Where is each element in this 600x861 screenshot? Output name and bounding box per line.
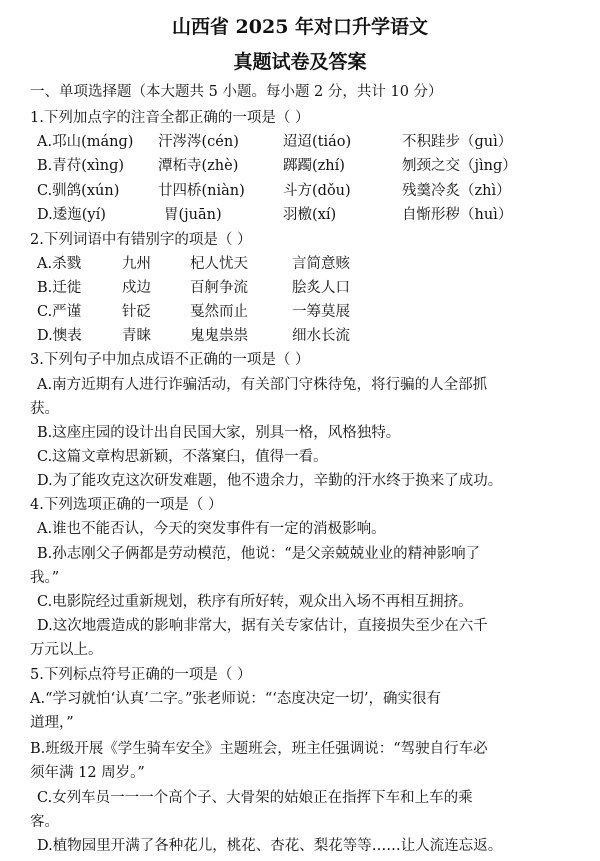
q5-option-a: A.“学习就怕‘认真’二字。”张老师说：“‘态度决定一切’，确实很有 bbox=[30, 691, 442, 707]
q5-option-a-cont: 道理，” bbox=[30, 715, 74, 731]
title-line-2: 真题试卷及答案 bbox=[233, 51, 367, 73]
q1-d-2: 胃(juān) bbox=[164, 207, 222, 223]
q2-c-4: 一筹莫展 bbox=[292, 304, 350, 320]
q4-option-c: C.电影院经过重新规划，秩序有所好转，观众出入场不再相互拥挤。 bbox=[37, 594, 473, 610]
q2-b-2: 戍边 bbox=[122, 280, 151, 296]
q2-a-2: 九州 bbox=[122, 256, 151, 272]
q2-a-4: 言简意赅 bbox=[292, 256, 350, 272]
q1-stem: 1.下列加点字的注音全都正确的一项是（ ） bbox=[30, 110, 310, 126]
q3-option-a: A.南方近期有人进行诈骗活动，有关部门守株待兔，将行骗的人全部抓 bbox=[37, 377, 488, 393]
q1-a-3: 迢迢(tiáo) bbox=[283, 134, 352, 150]
q2-b-4: 脍炙人口 bbox=[292, 280, 350, 296]
q1-c-3: 斗方(dǒu) bbox=[283, 183, 351, 199]
q5-option-d: D.植物园里开满了各种花儿，桃花、杏花、梨花等等……让人流连忘返。 bbox=[37, 838, 503, 854]
q1-b-3: 踯躅(zhí) bbox=[283, 158, 345, 174]
q3-option-c: C.这篇文章构思新颖，不落窠臼，值得一看。 bbox=[37, 449, 328, 465]
q2-stem: 2.下列词语中有错别字的项是（ ） bbox=[30, 232, 252, 248]
q4-stem: 4.下列选项正确的一项是（ ） bbox=[30, 497, 223, 513]
q1-b-1: B.青苻(xìnɡ) bbox=[37, 158, 125, 174]
q2-b-1: B.迁徙 bbox=[37, 280, 82, 296]
q1-d-4: 自惭形秽（huì） bbox=[402, 207, 513, 223]
q2-b-3: 百舸争流 bbox=[190, 280, 248, 296]
q2-d-2: 青睐 bbox=[122, 328, 151, 344]
q5-option-c: C.女列车员一一一个高个子、大骨架的姑娘正在指挥下车和上车的乘 bbox=[37, 790, 473, 806]
q2-c-3: 戛然而止 bbox=[190, 304, 248, 320]
q2-c-2: 针砭 bbox=[122, 304, 151, 320]
q2-d-4: 细水长流 bbox=[292, 328, 350, 344]
q2-c-1: C.严谨 bbox=[37, 304, 82, 320]
q4-option-d-cont: 万元以上。 bbox=[30, 642, 103, 658]
q1-a-1: A.邛山(mánɡ) bbox=[37, 134, 134, 150]
q1-a-4: 不积跬步（ɡuì） bbox=[402, 134, 513, 150]
q4-option-d: D.这次地震造成的影响非常大，据有关专家估计，直接损失至少在六千 bbox=[37, 618, 488, 634]
q1-a-2: 汗涔涔(cén) bbox=[158, 134, 239, 150]
q3-option-d: D.为了能攻克这次研发难题，他不遗余力，辛勤的汗水终于换来了成功。 bbox=[37, 473, 503, 489]
q2-d-3: 鬼鬼祟祟 bbox=[190, 328, 248, 344]
title-line-1: 山西省 2025 年对口升学语文 bbox=[171, 16, 429, 38]
q5-option-b: B.班级开展《学生骑车安全》主题班会，班主任强调说：“驾驶自行车必 bbox=[30, 741, 488, 757]
q1-b-2: 潭柘寺(zhè) bbox=[158, 158, 239, 174]
section-heading: 一、单项选择题（本大题共 5 小题。每小题 2 分，共计 10 分） bbox=[30, 84, 443, 100]
q5-stem: 5.下列标点符号正确的一项是（ ） bbox=[30, 667, 252, 683]
q3-stem: 3.下列句子中加点成语不正确的一项是（ ） bbox=[30, 352, 310, 368]
q4-option-a: A.谁也不能否认，今天的突发事件有一定的消极影响。 bbox=[37, 521, 386, 537]
q1-b-4: 刎颈之交（jìnɡ） bbox=[402, 158, 517, 174]
q4-option-b: B.孙志刚父子俩都是劳动模范，他说：“是父亲兢兢业业的精神影响了 bbox=[37, 546, 481, 562]
q3-option-a-cont: 获。 bbox=[30, 401, 59, 417]
q5-option-c-cont: 客。 bbox=[30, 814, 59, 830]
q3-option-b: B.这座庄园的设计出自民国大家，别具一格，风格独特。 bbox=[37, 425, 401, 441]
q4-option-b-cont: 我。” bbox=[30, 570, 60, 586]
q1-c-4: 残羹冷炙（zhì） bbox=[402, 183, 511, 199]
q1-d-3: 羽檄(xí) bbox=[283, 207, 337, 223]
q1-c-1: C.驯鸽(xún) bbox=[37, 183, 120, 199]
q2-a-1: A.杀戮 bbox=[37, 256, 82, 272]
q5-option-b-cont: 须年满 12 周岁。” bbox=[30, 765, 145, 781]
q2-d-1: D.懊表 bbox=[37, 328, 82, 344]
q1-c-2: 廿四桥(niàn) bbox=[158, 183, 245, 199]
q1-d-1: D.逶迤(yí) bbox=[37, 207, 106, 223]
q2-a-3: 杞人忧天 bbox=[190, 256, 248, 272]
